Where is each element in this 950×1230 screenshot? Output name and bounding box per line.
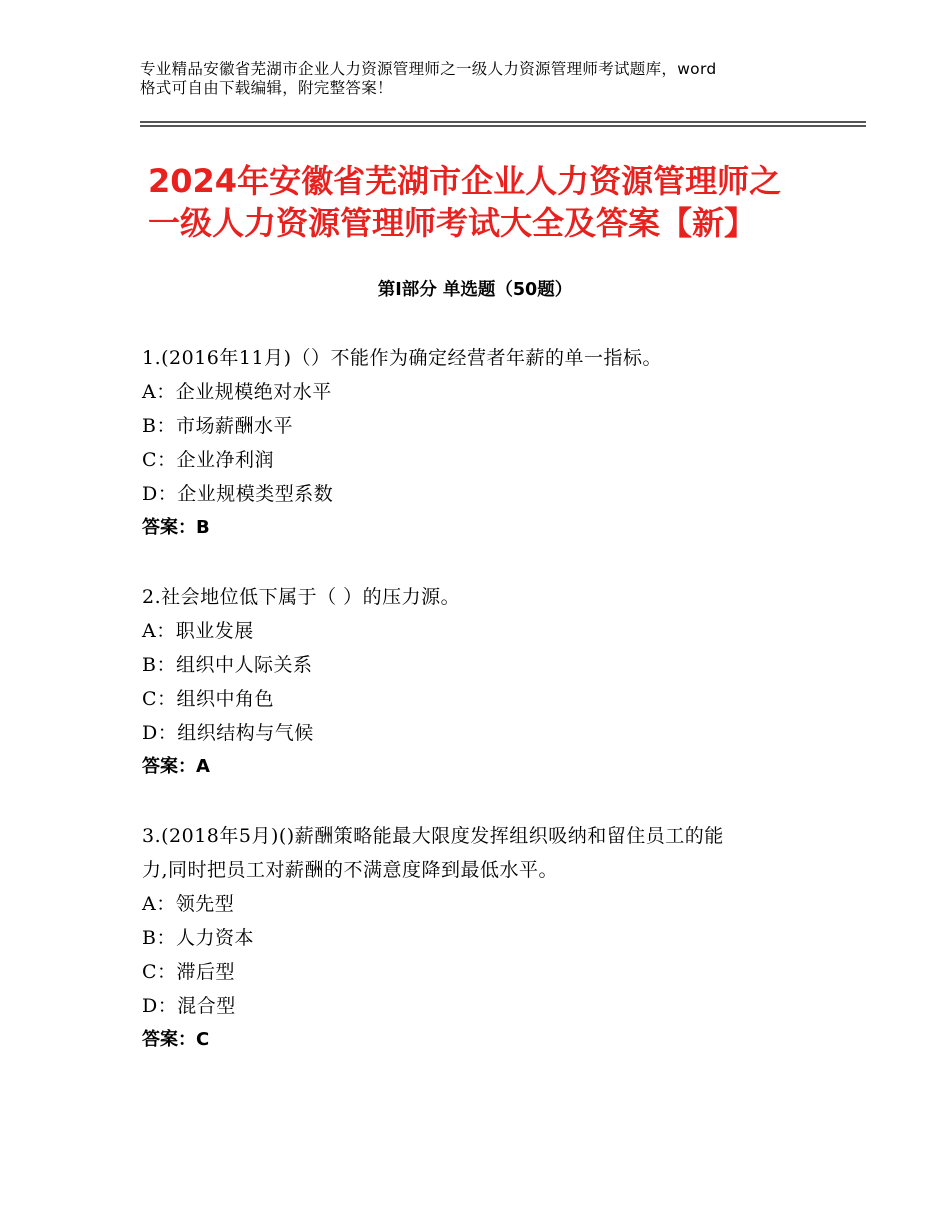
option-a: A：领先型 <box>142 893 235 915</box>
answer: 答案：A <box>142 756 210 777</box>
header-divider <box>140 125 866 127</box>
header-note <box>140 60 820 98</box>
question-stem: 3.(2018年5月)()薪酬策略能最大限度发挥组织吸纳和留住员工的能 <box>142 825 724 847</box>
option-a: A：职业发展 <box>142 620 254 642</box>
question-2 <box>142 580 822 784</box>
option-b: B：市场薪酬水平 <box>142 415 293 437</box>
option-c: C：企业净利润 <box>142 449 275 471</box>
document-title <box>148 160 848 244</box>
header-divider <box>140 121 866 123</box>
question-stem: 2.社会地位低下属于（ ）的压力源。 <box>142 586 461 608</box>
question-stem: 1.(2016年11月)（）不能作为确定经营者年薪的单一指标。 <box>142 347 662 369</box>
option-c: C：滞后型 <box>142 961 236 983</box>
title-line: 一级人力资源管理师考试大全及答案【新】 <box>148 204 757 242</box>
title-line: 2024年安徽省芜湖市企业人力资源管理师之 <box>148 162 782 200</box>
question-3 <box>142 819 822 1057</box>
section-heading: 第Ⅰ部分 单选题（50题） <box>377 280 573 300</box>
header-note-line: 专业精品安徽省芜湖市企业人力资源管理师之一级人力资源管理师考试题库，word <box>140 60 717 78</box>
answer: 答案：B <box>142 517 210 538</box>
answer: 答案：C <box>142 1029 210 1050</box>
option-a: A：企业规模绝对水平 <box>142 381 332 403</box>
option-d: D：混合型 <box>142 995 236 1017</box>
option-b: B：组织中人际关系 <box>142 654 313 676</box>
option-c: C：组织中角色 <box>142 688 275 710</box>
option-b: B：人力资本 <box>142 927 254 949</box>
option-d: D：组织结构与气候 <box>142 722 314 744</box>
question-1 <box>142 341 822 545</box>
question-stem: 力,同时把员工对薪酬的不满意度降到最低水平。 <box>142 859 559 881</box>
option-d: D：企业规模类型系数 <box>142 483 334 505</box>
header-note-line: 格式可自由下载编辑，附完整答案！ <box>140 79 393 97</box>
